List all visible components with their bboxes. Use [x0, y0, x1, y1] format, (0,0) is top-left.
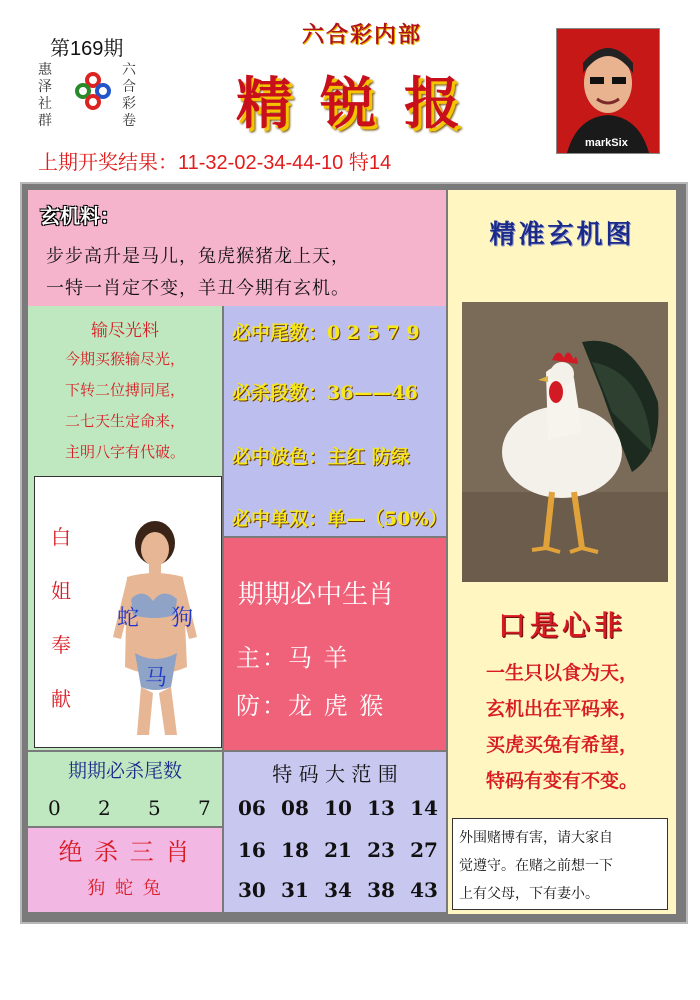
- rooster-image: [462, 302, 668, 582]
- lose-all-line-2: 下转二位搏同尾，: [64, 381, 185, 399]
- marksix-label: markSix: [585, 137, 628, 149]
- must-tail: 必中尾数：0 2 5 7 9: [232, 322, 420, 344]
- riddle-line-2: 一特一肖定不变，羊丑今期有玄机。: [46, 278, 350, 299]
- lose-all-line-1: 今期买猴输尽光，: [64, 350, 185, 368]
- zodiac-horse: 马: [145, 666, 168, 691]
- warning-line-1: 外围赌博有害，请大家自: [459, 830, 613, 846]
- zodiac-pick-main: 主：马 羊: [236, 644, 350, 672]
- warning-line-3: 上有父母，下有妻小。: [459, 886, 599, 902]
- logo-right-text: 六合彩卷: [122, 62, 136, 129]
- top-title: 六合彩内部: [302, 22, 423, 48]
- poem-line-2: 玄机出在平码来，: [485, 698, 638, 720]
- must-odd-even: 必中单双：单—（50%）: [232, 508, 448, 530]
- range-number: 21: [324, 838, 352, 862]
- zodiac-snake: 蛇: [117, 606, 140, 631]
- zodiac-pick-defense: 防：龙 虎 猴: [236, 692, 386, 720]
- range-number: 13: [367, 796, 395, 820]
- secret-image-title: 精准玄机图: [489, 220, 635, 250]
- range-number: 23: [367, 838, 395, 862]
- kill-tail-section: [28, 752, 222, 826]
- zodiac-pick-section: [224, 538, 446, 750]
- warning-box: [452, 818, 668, 910]
- lottery-logo-icon: [72, 70, 114, 112]
- kill-tail-digit-2: 2: [98, 796, 111, 820]
- range-number: 30: [238, 878, 266, 902]
- side-char-2: 姐: [51, 579, 71, 603]
- kill-tail-digit-3: 5: [148, 796, 161, 820]
- must-wave: 必中波色：主红 防绿: [232, 446, 410, 468]
- kill-three-title: 绝 杀 三 肖: [58, 838, 192, 866]
- side-char-3: 奉: [51, 633, 71, 657]
- range-number: 16: [238, 838, 266, 862]
- range-number: 43: [410, 878, 438, 902]
- lose-all-section: [28, 306, 222, 474]
- special-range-row-1: [238, 796, 438, 820]
- kill-three-section: [28, 828, 222, 912]
- portrait-image: [557, 29, 659, 153]
- poem-line-4: 特码有变有不变。: [485, 770, 638, 792]
- issue-number: 第169期: [50, 38, 124, 60]
- logo-left-text: 惠泽社群: [38, 62, 52, 129]
- range-number: 06: [238, 796, 266, 820]
- poem-line-1: 一生只以食为天，: [485, 662, 638, 684]
- special-range-title: 特 码 大 范 围: [272, 762, 398, 786]
- side-char-4: 献: [51, 687, 71, 711]
- must-hit-section: [224, 306, 446, 536]
- poem-line-3: 买虎买兔有希望，: [485, 734, 638, 756]
- kill-tail-digit-4: 7: [198, 796, 211, 820]
- lose-all-line-4: 主明八字有代破。: [64, 443, 185, 461]
- last-draw-result: 上期开奖结果：11-32-02-34-44-10 特14: [38, 152, 392, 174]
- kill-tail-digit-1: 0: [48, 796, 61, 820]
- lose-all-title: 输尽光料: [91, 321, 159, 341]
- range-number: 08: [281, 796, 309, 820]
- main-title: 精锐报: [236, 71, 488, 137]
- special-range-row-2: [238, 838, 438, 862]
- warning-line-2: 觉遵守。在赌之前想一下: [459, 858, 613, 874]
- zodiac-dog: 狗: [171, 606, 194, 631]
- special-range-section: [224, 752, 446, 912]
- right-column: [448, 190, 676, 914]
- zodiac-pick-title: 期期必中生肖: [238, 580, 395, 610]
- white-sister-section: [34, 476, 222, 748]
- range-number: 14: [410, 796, 438, 820]
- lose-all-line-3: 二七天生定命来，: [64, 412, 185, 430]
- range-number: 34: [324, 878, 352, 902]
- riddle-title: 玄机料：: [40, 204, 120, 228]
- portrait-photo: [556, 28, 660, 154]
- special-range-row-3: [238, 878, 438, 902]
- range-number: 18: [281, 838, 309, 862]
- side-char-1: 白: [51, 525, 71, 549]
- poem-title: 口是心非: [497, 609, 626, 642]
- kill-three-animals: 狗 蛇 兔: [87, 878, 163, 899]
- must-kill-range: 必杀段数：36——46: [232, 382, 418, 404]
- range-number: 10: [324, 796, 352, 820]
- range-number: 31: [281, 878, 309, 902]
- range-number: 27: [410, 838, 438, 862]
- riddle-line-1: 步步高升是马儿，兔虎猴猪龙上天，: [46, 246, 350, 267]
- range-number: 38: [367, 878, 395, 902]
- kill-tail-title: 期期必杀尾数: [67, 760, 182, 782]
- riddle-section: [28, 190, 446, 306]
